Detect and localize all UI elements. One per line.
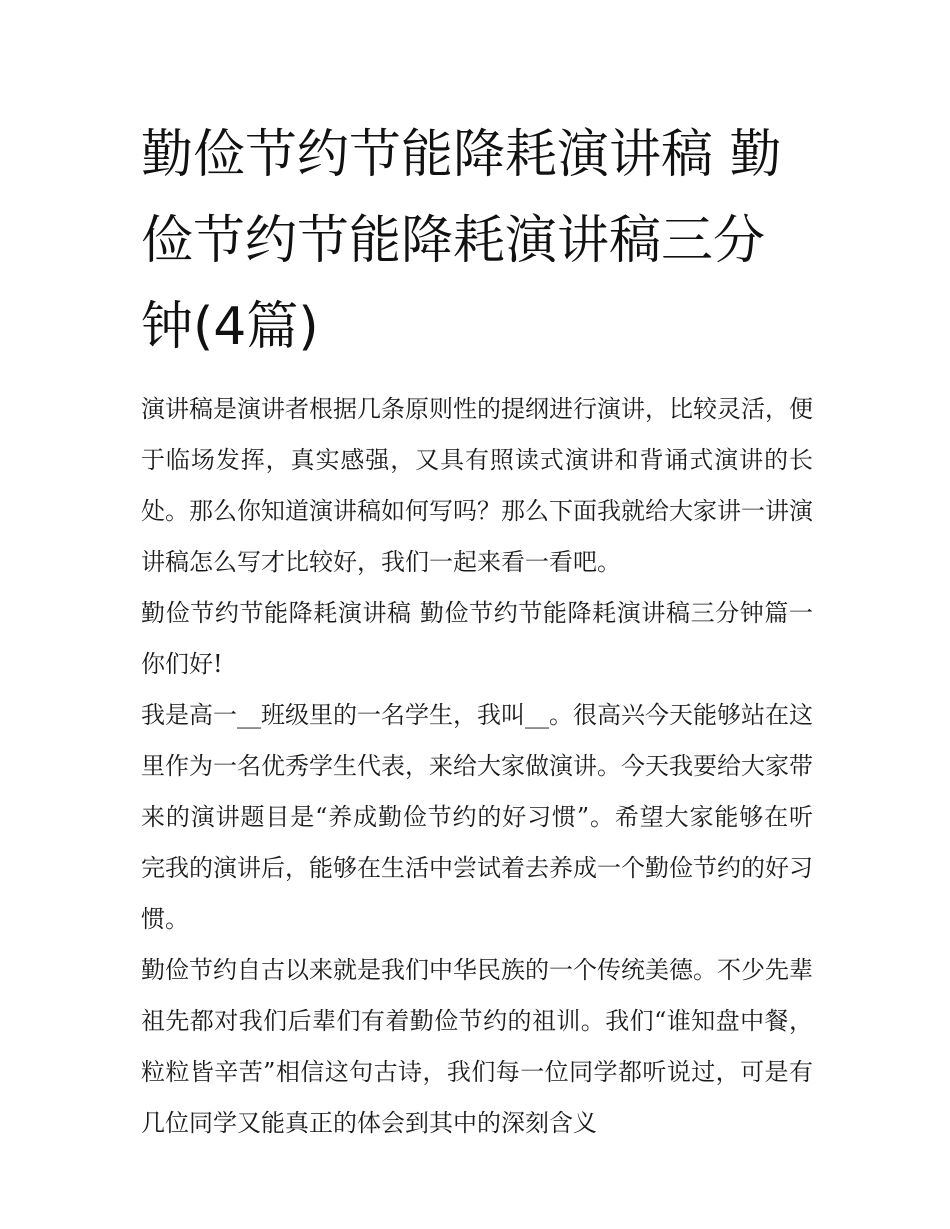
- paragraph-self-introduction: 我是高一__班级里的一名学生，我叫__。很高兴今天能够站在这里作为一名优秀学生代表，来给大家做演讲。今天我要给大家带来的演讲题目是“养成勤俭节约的好习惯”。希望大家能够在听完我的演讲后，能够在生活中尝试着去养成一个勤俭节约的好习惯。: [141, 701, 813, 933]
- document-title: 勤俭节约节能降耗演讲稿 勤俭节约节能降耗演讲稿三分钟(4篇): [141, 125, 782, 357]
- paragraph-intro: 演讲稿是演讲者根据几条原则性的提纲进行演讲，比较灵活，便于临场发挥，真实感强，又具有照读式演讲和背诵式演讲的长处。那么你知道演讲稿如何写吗？那么下面我就给大家讲一讲演讲稿怎么写才比较好，我们一起来看一看吧。: [141, 395, 813, 576]
- paragraph-tradition: 勤俭节约自古以来就是我们中华民族的一个传统美德。不少先辈祖先都对我们后辈们有着勤俭节约的祖训。我们“谁知盘中餐，粒粒皆辛苦”相信这句古诗，我们每一位同学都听说过，可是有几位同学又能真正的体会到其中的深刻含义: [141, 956, 813, 1137]
- paragraph-heading-greeting: 勤俭节约节能降耗演讲稿 勤俭节约节能降耗演讲稿三分钟篇一 你们好!: [141, 599, 813, 678]
- document-body: [141, 384, 813, 1149]
- document-content: [141, 112, 813, 1149]
